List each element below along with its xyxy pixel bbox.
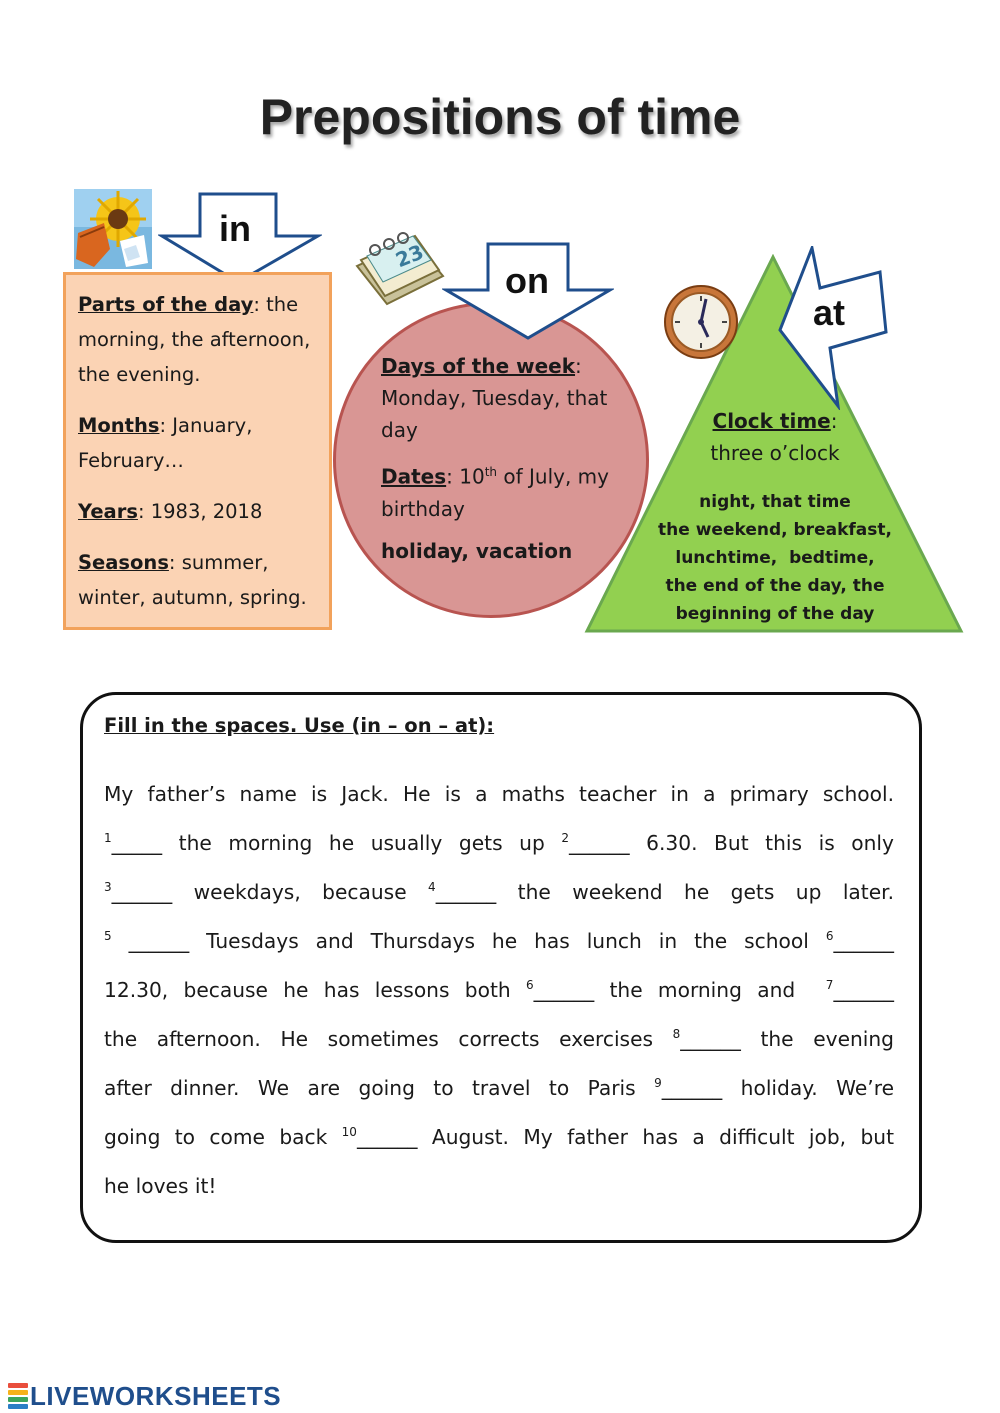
exercise-line: $^3$______ weekdays, because $^4$______ the weekend he gets up later.: [104, 880, 894, 904]
blank-6[interactable]: ______: [833, 929, 895, 953]
blank-4[interactable]: ______: [435, 880, 497, 904]
exercise-line: going to come back $^{10}$______ August. My father has a difficult job, but: [104, 1125, 894, 1149]
exercise-text: [104, 770, 894, 1211]
at-line: lunchtime, bedtime,: [675, 548, 875, 568]
in-word: in: [219, 208, 251, 249]
at-line: beginning of the day: [675, 604, 875, 624]
blank-1[interactable]: _____: [111, 831, 163, 855]
at-line: night, that time: [699, 492, 851, 512]
at-list: [625, 488, 925, 628]
in-item-seasons: Seasons: summer, winter, autumn, spring.: [78, 551, 307, 609]
exercise-line: he loves it!: [104, 1174, 217, 1198]
on-item-days: Days of the week: Monday, Tuesday, that day: [381, 354, 608, 442]
at-clock-time: Clock time: three o’clock: [710, 409, 840, 465]
blank-8[interactable]: ______: [680, 1027, 741, 1051]
page-title: Prepositions of time: [259, 89, 741, 145]
on-item-holiday: holiday, vacation: [381, 538, 573, 563]
exercise-line: 12.30, because he has lessons both $^6$______ the morning and $^7$______: [104, 978, 894, 1002]
exercise-line: My father’s name is Jack. He is a maths teacher in a primary school.: [104, 782, 894, 806]
at-word: at: [813, 292, 846, 333]
logo-text: LIVEWORKSHEETS: [30, 1380, 282, 1411]
svg-text:23: 23: [392, 239, 427, 273]
on-word: on: [505, 260, 549, 301]
calendar-icon: [353, 232, 445, 306]
in-item-months: Months: January, February…: [78, 414, 253, 472]
blank-10[interactable]: ______: [356, 1125, 418, 1149]
liveworksheets-logo: [8, 1381, 281, 1411]
blank-2[interactable]: ______: [568, 831, 630, 855]
logo-badge-icon: [8, 1383, 28, 1409]
in-box: [63, 272, 332, 630]
at-line: the end of the day, the: [665, 576, 885, 596]
blank-6b[interactable]: ______: [533, 978, 595, 1002]
exercise-line: $^1$_____ the morning he usually gets up $^2$______ 6.30. But this is only: [104, 831, 894, 855]
blank-3[interactable]: ______: [111, 880, 173, 904]
sun-leaf-icon: [74, 189, 152, 269]
at-line: the weekend, breakfast,: [658, 520, 892, 540]
blank-5[interactable]: ______: [128, 929, 190, 953]
exercise-line: the afternoon. He sometimes corrects exercises $^8$______ the evening: [104, 1027, 894, 1051]
in-item-parts-of-day: Parts of the day: the morning, the afternoon, the evening.: [78, 293, 311, 386]
blank-7[interactable]: ______: [833, 978, 894, 1002]
in-item-years: Years: 1983, 2018: [78, 500, 263, 523]
exercise-line: $^5$ ______ Tuesdays and Thursdays he has lunch in the school $^6$______: [104, 929, 895, 953]
blank-9[interactable]: ______: [661, 1076, 723, 1100]
exercise-instruction: Fill in the spaces. Use (in – on – at):: [104, 714, 495, 737]
exercise-line: after dinner. We are going to travel to Paris $^9$______ holiday. We’re: [104, 1076, 894, 1100]
on-item-dates: Dates: 10th of July, my birthday: [381, 464, 609, 521]
clock-icon: [662, 283, 740, 361]
